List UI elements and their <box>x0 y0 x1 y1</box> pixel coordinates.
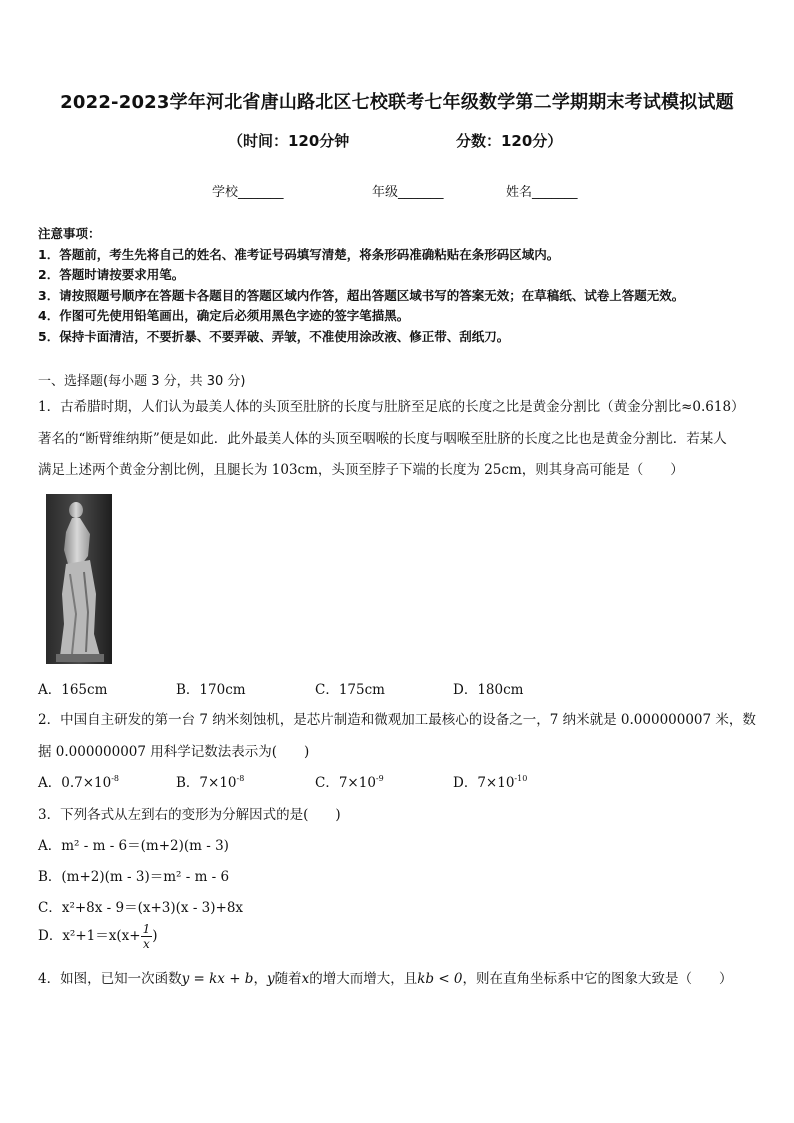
school-field[interactable]: 学校_______ <box>212 185 284 200</box>
q3-stem: 3．下列各式从左到右的变形为分解因式的是( ) <box>38 807 341 823</box>
q1-option-b[interactable]: B．170cm <box>176 682 246 698</box>
q3-option-d[interactable]: D．x²+1＝x(x+ $\frac{1}{x}$ ) <box>38 922 158 951</box>
q2-option-b[interactable]: B．$7\times 10^{-8}$ <box>176 774 245 791</box>
q2-line-2: 据 0.000000007 用科学记数法表示为( ) <box>38 744 310 760</box>
q2-line-1: 2．中国自主研发的第一台 7 纳米刻蚀机，是芯片制造和微观加工最核心的设备之一，7 纳米就是 0.000000007 米，数 <box>38 712 756 728</box>
name-field[interactable]: 姓名_______ <box>506 185 578 200</box>
section-heading: 一、选择题(每小题 3 分，共 30 分) <box>38 374 246 389</box>
exam-score: 分数：120分） <box>456 132 563 150</box>
q3-option-c[interactable]: C．x²+8x - 9＝(x+3)(x - 3)+8x <box>38 900 244 916</box>
notice-item: 2．答题时请按要求用笔。 <box>38 267 185 282</box>
notice-item: 5．保持卡面清洁，不要折暴、不要弄破、弄皱，不准使用涂改液、修正带、刮纸刀。 <box>38 328 510 344</box>
q2-option-c[interactable]: C．$7\times 10^{-9}$ <box>315 774 384 791</box>
notice-block <box>38 224 684 347</box>
q3-option-b[interactable]: B．(m+2)(m - 3)＝m² - m - 6 <box>38 869 230 885</box>
notice-item: 1．答题前，考生先将自己的姓名、准考证号码填写清楚，将条形码准确粘贴在条形码区域内。 <box>38 246 560 262</box>
q1-line-2: 著名的“断臂维纳斯”便是如此．此外最美人体的头顶至咽喉的长度与咽喉至肚脐的长度之比也是黄金分割比．若某人 <box>38 431 727 447</box>
fraction-one-over-x: $\frac{1}{x}$ <box>142 922 151 951</box>
q4-stem: 4．如图，已知一次函数y = kx + b，y随着x的增大而增大，且kb < 0，则在直角坐标系中它的图象大致是（ ） <box>38 971 733 987</box>
q2-option-d[interactable]: D．$7\times 10^{-10}$ <box>453 774 528 791</box>
notice-heading: 注意事项： <box>38 226 101 241</box>
notice-item: 3．请按照题号顺序在答题卡各题目的答题区域内作答，超出答题区域书写的答案无效；在草稿纸、试卷上答题无效。 <box>38 287 685 303</box>
q2-option-a[interactable]: A．$0.7\times 10^{-8}$ <box>38 774 120 791</box>
venus-statue-image <box>46 494 112 664</box>
grade-field[interactable]: 年级_______ <box>372 185 444 200</box>
q1-option-a[interactable]: A．165cm <box>38 682 108 698</box>
q3-option-a[interactable]: A．m² - m - 6＝(m+2)(m - 3) <box>38 838 229 854</box>
q1-option-c[interactable]: C．175cm <box>315 682 385 698</box>
notice-item: 4．作图可先使用铅笔画出，确定后必须用黑色字迹的签字笔描黑。 <box>38 308 410 323</box>
exam-title: 2022-2023学年河北省唐山路北区七校联考七年级数学第二学期期末考试模拟试题 <box>60 92 734 113</box>
q1-option-d[interactable]: D．180cm <box>453 682 524 698</box>
q1-line-1: 1．古希腊时期，人们认为最美人体的头顶至肚脐的长度与肚脐至足底的长度之比是黄金分割比（黄金分割比≈0.618） <box>38 399 745 415</box>
q1-line-3: 满足上述两个黄金分割比例，且腿长为 103cm，头顶至脖子下端的长度为 25cm，则其身高可能是（ ） <box>38 462 684 478</box>
exam-time: （时间：120分钟 <box>228 132 350 150</box>
